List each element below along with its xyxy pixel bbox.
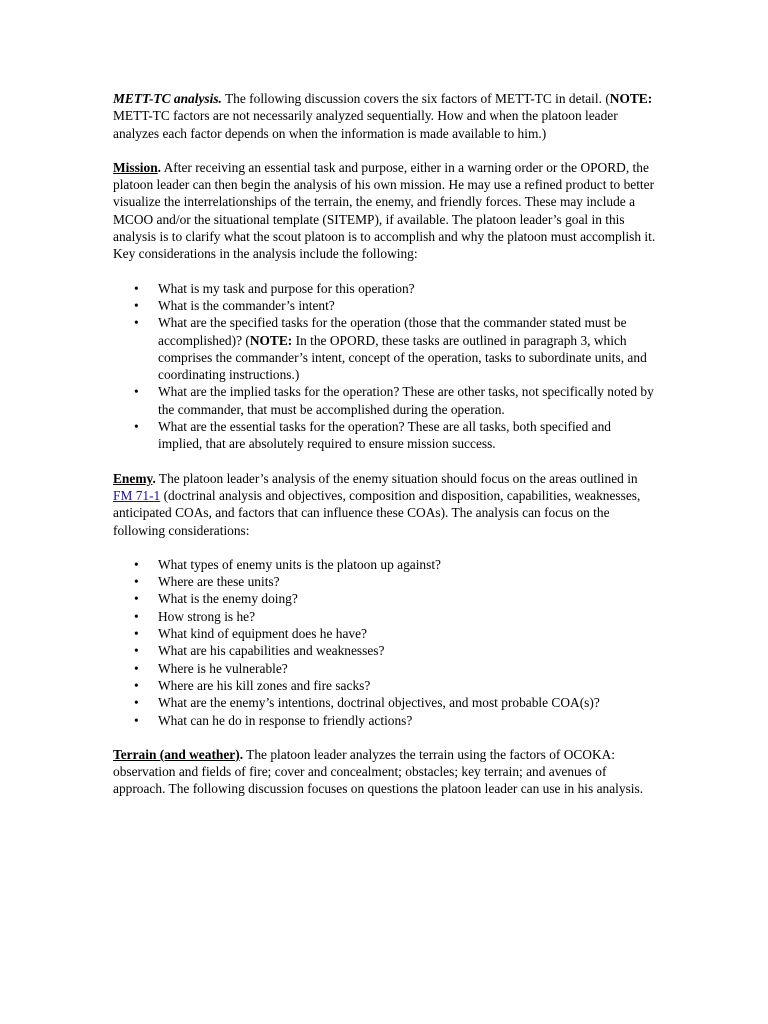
list-item: • What can he do in response to friendly actions?	[134, 712, 413, 728]
bullet-icon: •	[134, 556, 139, 572]
list-item: • What is my task and purpose for this operation?	[134, 280, 415, 296]
enemy-paragraph: Enemy. The platoon leader’s analysis of the enemy situation should focus on the areas outlined in FM 71-1 (doctrinal analysis and objectives, composition and disposition, capabilities, weaknesses, anticipated COAs, and factors that can influence these COAs). The analysis can focus on the following considerations:	[113, 470, 641, 538]
bullet-icon: •	[134, 591, 139, 607]
fm-71-1-link[interactable]: FM 71-1	[113, 487, 161, 503]
terrain-heading: Terrain (and weather).	[113, 746, 244, 762]
list-item: • What is the commander’s intent?	[134, 297, 335, 313]
bullet-icon: •	[134, 419, 139, 435]
bullet-icon: •	[134, 297, 139, 313]
list-item: • Where is he vulnerable?	[134, 660, 288, 676]
bullet-icon: •	[134, 643, 139, 659]
bullet-icon: •	[134, 608, 139, 624]
bullet-icon: •	[134, 315, 139, 331]
bullet-icon: •	[134, 695, 139, 711]
bullet-icon: •	[134, 626, 139, 642]
list-item: • What is the enemy doing?	[134, 591, 298, 607]
list-item: • How strong is he?	[134, 608, 256, 624]
note-label: NOTE:	[249, 332, 293, 348]
mission-bullet-list	[113, 280, 658, 453]
mission-paragraph: Mission. After receiving an essential task and purpose, either in a warning order or the OPORD, the platoon leader can then begin the analysis of his own mission. He may use a refined product to better visualize the interrelationships of the terrain, the enemy, and friendly forces. These may include a MCOO and/or the situational template (SITEMP), if available. The platoon leader’s goal in this analysis is to clarify what the scout platoon is to accomplish and why the platoon must accomplish it. Key considerations in the analysis include the following:	[113, 159, 656, 262]
document-body	[113, 90, 658, 815]
intro-heading: METT-TC analysis.	[113, 91, 222, 106]
bullet-icon: •	[134, 574, 139, 590]
list-item: • What kind of equipment does he have?	[134, 626, 367, 642]
list-item: • What are the essential tasks for the operation? These are all tasks, both specified and implied, that are absolutely required to ensure mission success.	[134, 419, 612, 452]
list-item: • What are his capabilities and weaknesses?	[134, 643, 385, 659]
bullet-icon: •	[134, 384, 139, 400]
list-item: • Where are his kill zones and fire sacks?	[134, 677, 371, 693]
enemy-heading: Enemy.	[113, 470, 156, 486]
bullet-icon: •	[134, 712, 139, 728]
intro-paragraph: METT-TC analysis. The following discussion covers the six factors of METT-TC in detail. (NOTE: METT-TC factors are not necessarily analyzed sequentially. How and when the platoon leader analyzes each factor depends on when the information is made available to him.)	[113, 91, 653, 141]
mission-heading: Mission.	[113, 159, 162, 175]
list-item: • What are the specified tasks for the operation (those that the commander stated must be accomplished)? (NOTE: In the OPORD, these tasks are outlined in paragraph 3, which comprises the commander’s intent, concept of the operation, tasks to subordinate units, and coordinating instructions.)	[134, 315, 647, 383]
bullet-icon: •	[134, 677, 139, 693]
list-item: • What are the implied tasks for the operation? These are other tasks, not specifically noted by the commander, that must be accomplished during the operation.	[134, 384, 654, 417]
enemy-bullet-list	[113, 556, 658, 729]
list-item: • What types of enemy units is the platoon up against?	[134, 556, 442, 572]
note-label: NOTE:	[609, 91, 653, 106]
terrain-paragraph: Terrain (and weather). The platoon leader analyzes the terrain using the factors of OCOKA: observation and fields of fire; cover and concealment; obstacles; key terrain; and avenues of approach. The following discussion focuses on questions the platoon leader can use in his analysis.	[113, 746, 644, 797]
list-item: • Where are these units?	[134, 574, 280, 590]
list-item: • What are the enemy’s intentions, doctrinal objectives, and most probable COA(s)?	[134, 695, 600, 711]
bullet-icon: •	[134, 280, 139, 296]
bullet-icon: •	[134, 660, 139, 676]
